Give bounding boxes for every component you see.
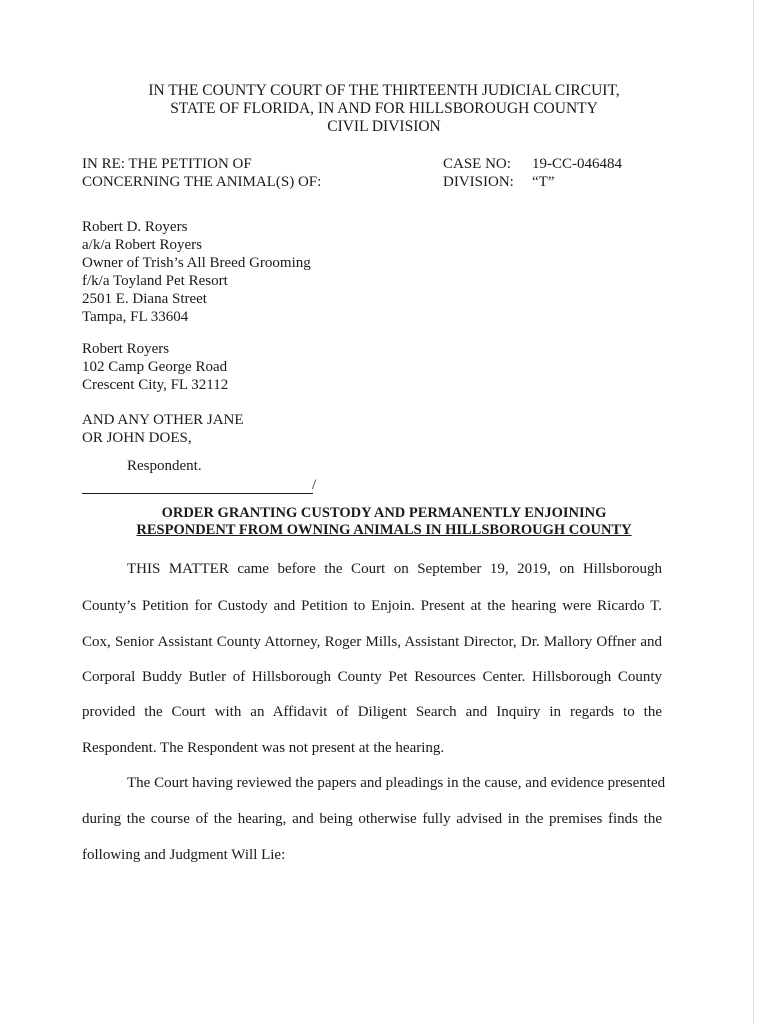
division-value: “T” <box>532 174 555 190</box>
court-heading <box>0 82 768 136</box>
court-heading-line: STATE OF FLORIDA, IN AND FOR HILLSBOROUGH COUNTY <box>170 100 598 117</box>
caption-underline <box>82 493 313 494</box>
paragraph-1-line: provided the Court with an Affidavit of Diligent Search and Inquiry in regards to the <box>82 704 662 720</box>
paragraph-2-line: The Court having reviewed the papers and pleadings in the cause, and evidence presented <box>127 775 666 791</box>
address-line: Robert D. Royers <box>82 219 188 235</box>
case-number-row <box>443 155 622 173</box>
paragraph-1-line: THIS MATTER came before the Court on September 19, 2019, on Hillsborough <box>127 561 662 577</box>
order-title-line-underlined: RESPONDENT FROM OWNING ANIMALS IN HILLSBOROUGH COUNTY <box>136 522 632 538</box>
address-line: 2501 E. Diana Street <box>82 291 207 307</box>
other-respondents-line: AND ANY OTHER JANE <box>82 412 244 428</box>
court-heading-line: IN THE COUNTY COURT OF THE THIRTEENTH JUDICIAL CIRCUIT, <box>148 82 620 99</box>
in-re-line: IN RE: THE PETITION OF <box>82 156 252 172</box>
address-line: Crescent City, FL 32112 <box>82 377 229 393</box>
order-title-line: ORDER GRANTING CUSTODY AND PERMANENTLY ENJOINING <box>161 505 607 521</box>
paragraph-1-line: Respondent. The Respondent was not present at the hearing. <box>82 740 445 756</box>
other-respondents-line: OR JOHN DOES, <box>82 430 192 446</box>
paragraph-1-line: Cox, Senior Assistant County Attorney, Roger Mills, Assistant Director, Dr. Mallory Offner and <box>82 634 662 650</box>
court-heading-line: CIVIL DIVISION <box>327 118 441 135</box>
paragraph-2-line: following and Judgment Will Lie: <box>82 847 286 863</box>
case-number-value: 19-CC-046484 <box>532 156 622 172</box>
address-line: Tampa, FL 33604 <box>82 309 189 325</box>
paragraph-2-line: during the course of the hearing, and being otherwise fully advised in the premises finds the <box>82 811 662 827</box>
respondent-address-block-2 <box>82 340 228 394</box>
respondent-address-block-1 <box>82 218 311 326</box>
order-title <box>0 505 768 539</box>
in-re-line: CONCERNING THE ANIMAL(S) OF: <box>82 174 322 190</box>
division-row <box>443 173 622 191</box>
address-line: Owner of Trish’s All Breed Grooming <box>82 255 311 271</box>
division-label: DIVISION: <box>443 174 514 190</box>
case-caption-numbers <box>443 155 622 191</box>
caption-slash: / <box>312 477 317 493</box>
address-line: Robert Royers <box>82 341 170 357</box>
paragraph-1-line: Corporal Buddy Butler of Hillsborough County Pet Resources Center. Hillsborough County <box>82 669 662 685</box>
case-caption-in-re <box>82 155 321 191</box>
other-respondents-block <box>82 411 244 447</box>
address-line: 102 Camp George Road <box>82 359 228 375</box>
respondent-label: Respondent. <box>127 458 202 474</box>
address-line: f/k/a Toyland Pet Resort <box>82 273 228 289</box>
paragraph-1-line: County’s Petition for Custody and Petition to Enjoin. Present at the hearing were Ricardo T. <box>82 598 662 614</box>
case-number-label: CASE NO: <box>443 156 511 172</box>
address-line: a/k/a Robert Royers <box>82 237 202 253</box>
